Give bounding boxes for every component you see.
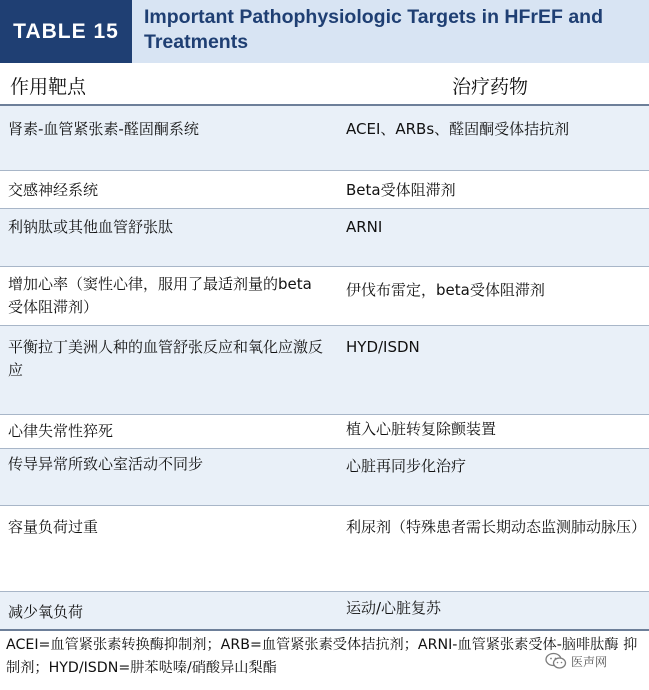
table-row [0, 171, 649, 209]
table-row [0, 267, 649, 326]
target-cell: 容量负荷过重 [8, 518, 99, 536]
target-cell: 利钠肽或其他血管舒张肽 [8, 218, 174, 236]
treatment-cell: 利尿剂（特殊患者需长期动态监测肺动脉压） [346, 518, 647, 536]
target-cell: 肾素-血管紧张素-醛固酮系统 [8, 120, 199, 138]
column-header-target: 作用靶点 [10, 76, 87, 98]
treatment-cell: 心脏再同步化治疗 [346, 457, 467, 475]
watermark [545, 652, 607, 670]
target-cell: 传导异常所致心室活动不同步 [8, 455, 204, 473]
table-footnote: ACEI=血管紧张素转换酶抑制剂；ARB=血管紧张素受体拮抗剂；ARNI-血管紧张素受体-脑啡肽酶 抑制剂；HYD/ISDN=肼苯哒嗪/硝酸异山梨酯 [6, 637, 638, 676]
table-row [0, 209, 649, 267]
column-header-row [0, 66, 649, 104]
table-row [0, 106, 649, 171]
target-cell: 平衡拉丁美洲人种的血管舒张反应和氧化应激反应 [8, 338, 324, 379]
treatment-cell: 运动/心脏复苏 [346, 599, 442, 617]
table-row [0, 415, 649, 449]
treatment-cell: ARNI [346, 218, 383, 236]
treatment-cell: 植入心脏转复除颤装置 [346, 420, 497, 438]
table-row [0, 326, 649, 415]
table-row [0, 449, 649, 506]
target-cell: 减少氧负荷 [8, 603, 84, 621]
target-cell: 交感神经系统 [8, 181, 99, 199]
watermark-text: 医声网 [571, 654, 608, 669]
table-header-bar [0, 0, 649, 63]
target-cell: 增加心率（窦性心律，服用了最适剂量的beta受体阻滞剂） [8, 275, 312, 316]
treatment-cell: HYD/ISDN [346, 338, 420, 356]
target-cell: 心律失常性猝死 [8, 422, 114, 440]
treatment-cell: 伊伐布雷定，beta受体阻滞剂 [346, 281, 545, 299]
treatment-cell: Beta受体阻滞剂 [346, 181, 456, 199]
treatment-cell: ACEI、ARBs、醛固酮受体拮抗剂 [346, 120, 570, 138]
table-number-badge: TABLE 15 [0, 0, 132, 63]
table-bottom-rule [0, 629, 649, 631]
column-header-treatment: 治疗药物 [452, 76, 529, 98]
table-title: Important Pathophysiologic Targets in HFrEF and Treatments [144, 6, 604, 53]
table-row [0, 506, 649, 592]
table-row [0, 592, 649, 630]
wechat-icon [545, 652, 567, 670]
